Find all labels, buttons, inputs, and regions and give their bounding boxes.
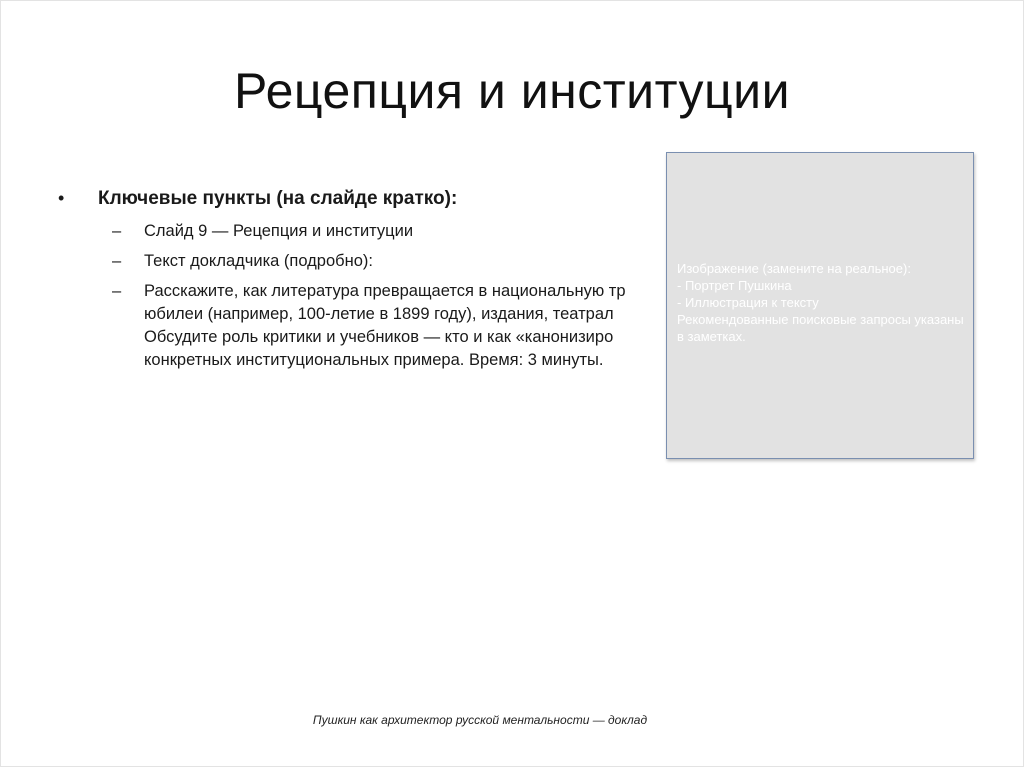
sub-item-dash: – bbox=[112, 222, 122, 240]
sub-item-dash: – bbox=[112, 252, 122, 270]
slide-title: Рецепция и институции bbox=[233, 63, 791, 119]
sub-item-text: Расскажите, как литература превращается в национальную тр юбилеи (например, 100-летие в 1899 году), издания, театрал Обсудите роль критики и учебников — кто и как «канонизиро конкретных институциональных примера. Время: 3 минуты. bbox=[144, 282, 626, 369]
image-placeholder bbox=[666, 152, 974, 459]
sub-item-text: Слайд 9 — Рецепция и институции bbox=[144, 222, 414, 240]
bullet-main-text: Ключевые пункты (на слайде кратко): bbox=[98, 188, 458, 209]
image-placeholder-text: Изображение (замените на реальное): - Портрет Пушкина - Иллюстрация к тексту Рекомендованные поисковые запросы указаны в заметках. bbox=[677, 261, 964, 344]
bullet-dot: • bbox=[58, 188, 65, 208]
sub-item-text: Текст докладчика (подробно): bbox=[144, 252, 373, 270]
bullet-main bbox=[58, 188, 457, 210]
slide-footer: Пушкин как архитектор русской ментальности — доклад bbox=[312, 713, 648, 727]
sub-item-dash: – bbox=[112, 282, 122, 300]
